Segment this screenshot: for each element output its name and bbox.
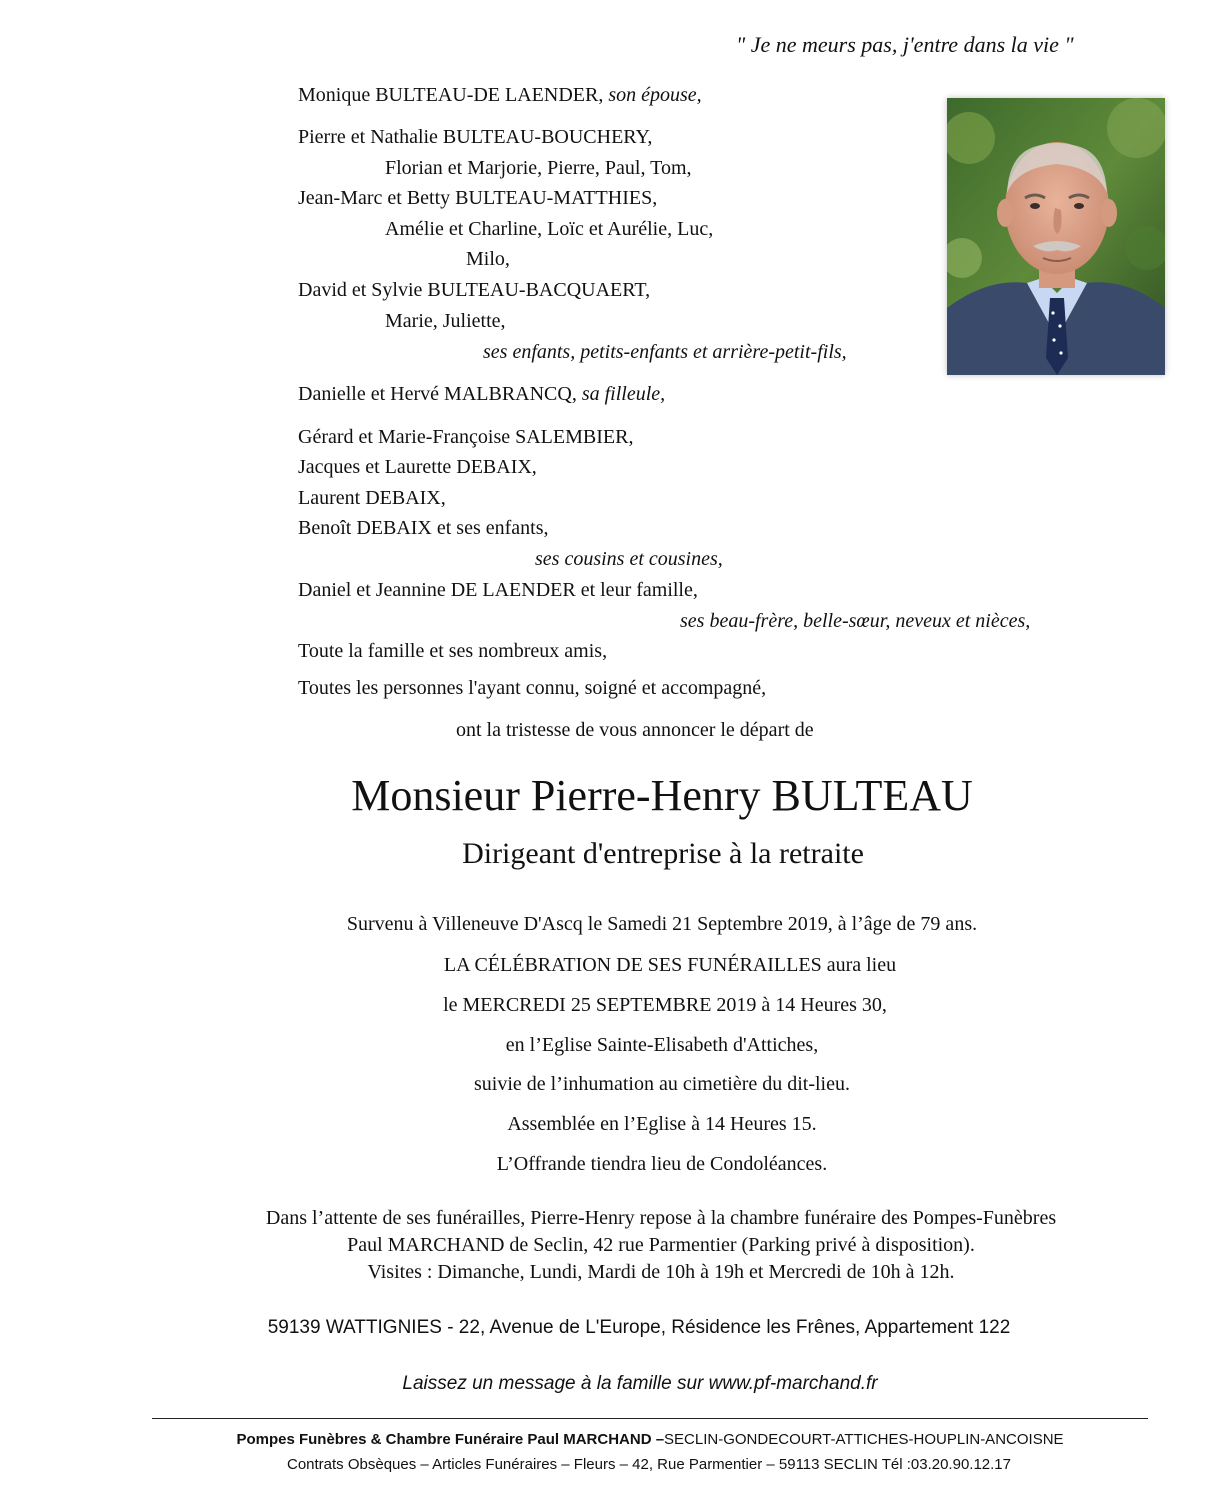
deceased-title: Dirigeant d'entreprise à la retraite — [462, 837, 864, 870]
family-line-cousin2: Jacques et Laurette DEBAIX, — [298, 456, 537, 478]
family-line-cousin3: Laurent DEBAIX, — [298, 487, 446, 509]
visitation-line-3: Visites : Dimanche, Lundi, Mardi de 10h à 19h et Mercredi de 10h à 12h. — [367, 1261, 955, 1283]
epigraph: " Je ne meurs pas, j'entre dans la vie " — [736, 32, 1074, 57]
family-line-child3-kids: Marie, Juliette, — [385, 310, 506, 332]
family-line-cousin4: Benoît DEBAIX et ses enfants, — [298, 517, 549, 539]
spouse-name: Monique BULTEAU-DE LAENDER, — [298, 84, 604, 106]
footer-company: Pompes Funèbres & Chambre Funéraire Paul MARCHAND – — [236, 1431, 665, 1448]
message-link-text: Laissez un message à la famille sur www.pf-marchand.fr — [402, 1373, 878, 1394]
detail-line-1: Survenu à Villeneuve D'Ascq le Samedi 21 Septembre 2019, à l’âge de 79 ans. — [346, 913, 978, 935]
deceased-name: Monsieur Pierre-Henry BULTEAU — [351, 771, 973, 820]
detail-line-7: L’Offrande tiendra lieu de Condoléances. — [496, 1153, 828, 1175]
family-line-child2: Jean-Marc et Betty BULTEAU-MATTHIES, — [298, 187, 658, 209]
home-address: 59139 WATTIGNIES - 22, Avenue de L'Europe, Résidence les Frênes, Appartement 122 — [267, 1317, 1011, 1338]
announce-line: ont la tristesse de vous annoncer le départ de — [456, 719, 814, 741]
footer-towns: SECLIN-GONDECOURT-ATTICHES-HOUPLIN-ANCOISNE — [664, 1431, 1064, 1448]
footer-divider — [152, 1418, 1148, 1419]
detail-line-2: LA CÉLÉBRATION DE SES FUNÉRAILLES aura lieu — [443, 954, 897, 976]
goddaughter-name: Danielle et Hervé MALBRANCQ, — [298, 383, 577, 405]
footer-line-1 — [0, 1430, 1214, 1450]
family-line-inlaw: Daniel et Jeannine DE LAENDER et leur famille, — [298, 579, 698, 601]
family-line-child1-kids: Florian et Marjorie, Pierre, Paul, Tom, — [385, 157, 692, 179]
family-line-goddaughter — [298, 382, 665, 406]
portrait-photo — [947, 98, 1165, 375]
cousins-role: ses cousins et cousines, — [535, 548, 723, 570]
detail-line-3: le MERCREDI 25 SEPTEMBRE 2019 à 14 Heures 30, — [443, 994, 887, 1016]
inlaw-role: ses beau-frère, belle-sœur, neveux et nièces, — [680, 610, 1031, 632]
family-line-child1: Pierre et Nathalie BULTEAU-BOUCHERY, — [298, 126, 653, 148]
visitation-line-1: Dans l’attente de ses funérailles, Pierre-Henry repose à la chambre funéraire des Pompes-Funèbres — [265, 1207, 1057, 1229]
detail-line-5: suivie de l’inhumation au cimetière du dit-lieu. — [473, 1073, 850, 1095]
visitation-line-2: Paul MARCHAND de Seclin, 42 rue Parmentier (Parking privé à disposition). — [347, 1234, 975, 1256]
family-line-people: Toutes les personnes l'ayant connu, soigné et accompagné, — [298, 677, 767, 699]
goddaughter-role: sa filleule, — [581, 383, 666, 405]
children-role: ses enfants, petits-enfants et arrière-petit-fils, — [483, 341, 847, 363]
footer-line-2: Contrats Obsèques – Articles Funéraires – Fleurs – 42, Rue Parmentier – 59113 SECLIN Tél :03.20.90.12.17 — [286, 1456, 1011, 1473]
family-line-spouse — [298, 83, 702, 107]
family-line-child3: David et Sylvie BULTEAU-BACQUAERT, — [298, 279, 651, 301]
detail-line-4: en l’Eglise Sainte-Elisabeth d'Attiches, — [505, 1034, 819, 1056]
family-line-cousin1: Gérard et Marie-Françoise SALEMBIER, — [298, 426, 634, 448]
family-line-greatkid: Milo, — [466, 248, 510, 270]
detail-line-6: Assemblée en l’Eglise à 14 Heures 15. — [507, 1113, 817, 1135]
family-line-child2-kids: Amélie et Charline, Loïc et Aurélie, Luc, — [385, 218, 714, 240]
spouse-role: son épouse, — [608, 84, 702, 106]
family-line-all: Toute la famille et ses nombreux amis, — [298, 640, 608, 662]
